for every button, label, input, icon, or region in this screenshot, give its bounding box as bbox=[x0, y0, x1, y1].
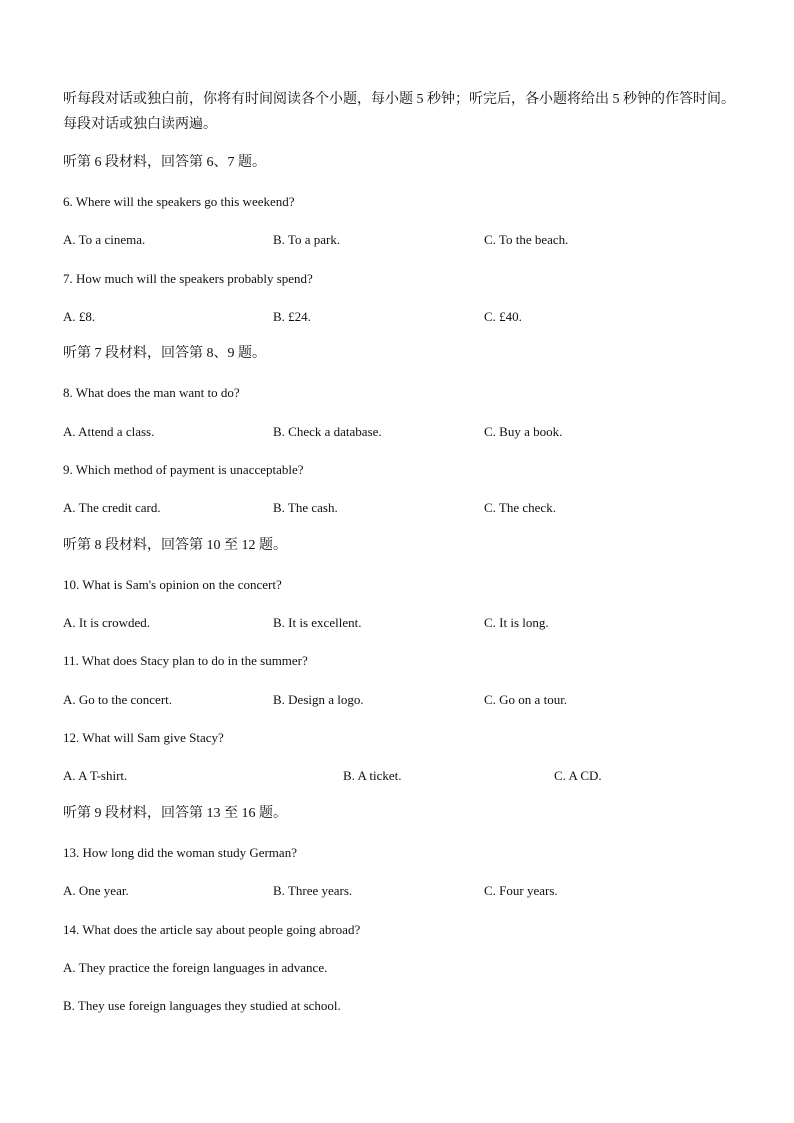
option-a: A. The credit card. bbox=[63, 500, 161, 515]
question-text: 12. What will Sam give Stacy? bbox=[63, 730, 224, 745]
option-c: C. Go on a tour. bbox=[484, 692, 568, 707]
question-text: 9. Which method of payment is unacceptable? bbox=[63, 462, 304, 477]
section-heading: 听第 9 段材料，回答第 13 至 16 题。 bbox=[63, 806, 287, 821]
question-text: 10. What is Sam's opinion on the concert? bbox=[63, 577, 282, 592]
option-c: C. Buy a book. bbox=[484, 424, 563, 439]
instructions-line-2: 每段对话或独白读两遍。 bbox=[63, 117, 217, 132]
option-c: C. £40. bbox=[484, 309, 522, 324]
option-c: C. Four years. bbox=[484, 883, 558, 898]
section-heading: 听第 8 段材料，回答第 10 至 12 题。 bbox=[63, 538, 287, 553]
question-text: 11. What does Stacy plan to do in the summer? bbox=[63, 653, 308, 668]
option-b: B. £24. bbox=[273, 309, 311, 324]
option-b: B. They use foreign languages they studied at school. bbox=[63, 998, 341, 1013]
option-b: B. The cash. bbox=[273, 500, 338, 515]
option-a: A. To a cinema. bbox=[63, 232, 146, 247]
option-a: A. Attend a class. bbox=[63, 424, 155, 439]
option-c: C. A CD. bbox=[554, 768, 602, 783]
option-a: A. One year. bbox=[63, 883, 129, 898]
option-a: A. £8. bbox=[63, 309, 96, 324]
question-text: 6. Where will the speakers go this weekend? bbox=[63, 194, 295, 209]
option-a: A. It is crowded. bbox=[63, 615, 151, 630]
question-text: 7. How much will the speakers probably spend? bbox=[63, 271, 313, 286]
option-c: C. It is long. bbox=[484, 615, 549, 630]
option-b: B. Three years. bbox=[273, 883, 353, 898]
option-b: B. It is excellent. bbox=[273, 615, 362, 630]
question-text: 14. What does the article say about people going abroad? bbox=[63, 922, 361, 937]
section-heading: 听第 6 段材料，回答第 6、7 题。 bbox=[63, 155, 266, 170]
option-b: B. A ticket. bbox=[343, 768, 402, 783]
question-text: 8. What does the man want to do? bbox=[63, 385, 240, 400]
option-b: B. Design a logo. bbox=[273, 692, 364, 707]
question-text: 13. How long did the woman study German? bbox=[63, 845, 297, 860]
option-c: C. To the beach. bbox=[484, 232, 569, 247]
instructions-line-1: 听每段对话或独白前，你将有时间阅读各个小题，每小题 5 秒钟；听完后，各小题将给出 5 秒钟的作答时间。 bbox=[63, 92, 735, 107]
option-b: B. Check a database. bbox=[273, 424, 382, 439]
option-c: C. The check. bbox=[484, 500, 556, 515]
section-heading: 听第 7 段材料，回答第 8、9 题。 bbox=[63, 346, 266, 361]
option-a: A. Go to the concert. bbox=[63, 692, 173, 707]
option-a: A. They practice the foreign languages in advance. bbox=[63, 960, 328, 975]
option-a: A. A T-shirt. bbox=[63, 768, 128, 783]
option-b: B. To a park. bbox=[273, 232, 341, 247]
